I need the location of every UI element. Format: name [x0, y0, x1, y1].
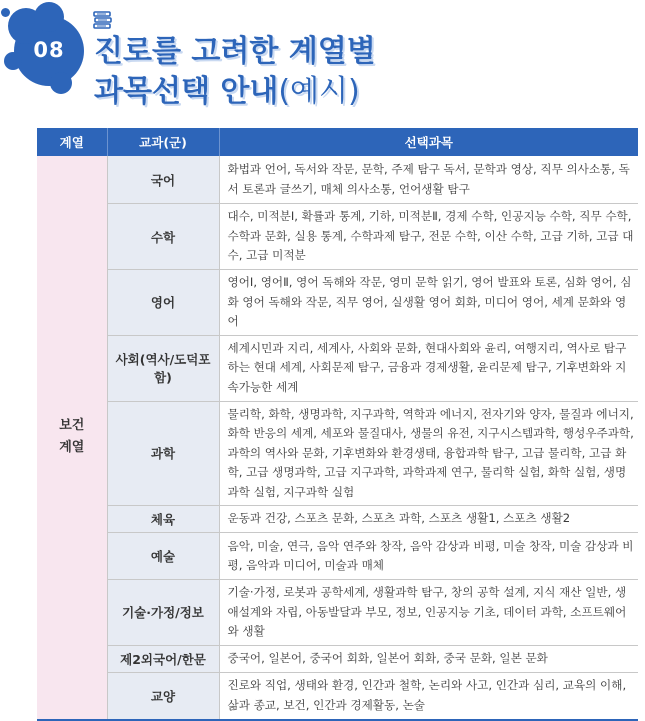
courses-cell: 영어Ⅰ, 영어Ⅱ, 영어 독해와 작문, 영미 문학 읽기, 영어 발표와 토론, 심화 영어, 심화 영어 독해와 작문, 직무 영어, 실생활 영어 회화, 미디어 영어, 세계 문화와 영어 [219, 270, 638, 336]
subject-cell: 영어 [107, 270, 219, 336]
subject-cell: 예술 [107, 533, 219, 580]
table-row [37, 270, 638, 336]
courses-cell: 세계시민과 지리, 세계사, 사회와 문화, 현대사회와 윤리, 여행지리, 역사로 탐구하는 현대 세계, 사회문제 탐구, 금융과 경제생활, 윤리문제 탐구, 기후변화와 지속가능한 세계 [219, 335, 638, 401]
table-row [37, 401, 638, 506]
table-row [37, 204, 638, 270]
page-title-line1: 진로를 고려한 계열별 [94, 34, 376, 69]
field-label: 보건 계열 [59, 418, 85, 456]
column-header-field: 계열 [37, 128, 107, 156]
courses-cell: 기술·가정, 로봇과 공학세계, 생활과학 탐구, 창의 공학 설계, 지식 재산 일반, 생애설계와 자립, 아동발달과 부모, 정보, 인공지능 기초, 데이터 과학, 소프트웨어와 생활 [219, 580, 638, 646]
field-cell [37, 156, 107, 720]
courses-cell: 대수, 미적분Ⅰ, 확률과 통계, 기하, 미적분Ⅱ, 경제 수학, 인공지능 수학, 직무 수학, 수학과 문화, 실용 통계, 수학과제 탐구, 전문 수학, 이산 수학, 고급 기하, 고급 대수, 고급 미적분 [219, 204, 638, 270]
subject-cell: 과학 [107, 401, 219, 506]
table-row [37, 506, 638, 533]
book-stack-icon [92, 10, 114, 30]
courses-cell: 음악, 미술, 연극, 음악 연주와 창작, 음악 감상과 비평, 미술 창작, 미술 감상과 비평, 음악과 미디어, 미술과 매체 [219, 533, 638, 580]
column-header-subject: 교과(군) [107, 128, 219, 156]
subject-cell: 수학 [107, 204, 219, 270]
page-title-line2 [94, 74, 360, 110]
course-selection-table [37, 128, 638, 721]
subject-cell: 체육 [107, 506, 219, 533]
table-row [37, 335, 638, 401]
table-header-row [37, 128, 638, 156]
table-row [37, 645, 638, 672]
table-row [37, 580, 638, 646]
courses-cell: 중국어, 일본어, 중국어 회화, 일본어 회화, 중국 문화, 일본 문화 [219, 645, 638, 672]
courses-cell: 화법과 언어, 독서와 작문, 문학, 주제 탐구 독서, 문학과 영상, 직무 의사소통, 독서 토론과 글쓰기, 매체 의사소통, 언어생활 탐구 [219, 156, 638, 204]
table-row [37, 672, 638, 720]
courses-cell: 물리학, 화학, 생명과학, 지구과학, 역학과 에너지, 전자기와 양자, 물질과 에너지, 화학 반응의 세계, 세포와 물질대사, 생물의 유전, 지구시스템과학, 행성우주과학, 과학의 역사와 문화, 기후변화와 환경생태, 융합과학 탐구, 고급 물리학, 고급 화학, 고급 생명과학, 고급 지구과학, 과학과제 연구, 물리학 실험, 화학 실험, 생명과학 실험, 지구과학 실험 [219, 401, 638, 506]
page-title-note: (예시) [278, 74, 360, 109]
page-title-main: 과목선택 안내 [94, 74, 279, 109]
courses-cell: 진로와 직업, 생태와 환경, 인간과 철학, 논리와 사고, 인간과 심리, 교육의 이해, 삶과 종교, 보건, 인간과 경제활동, 논술 [219, 672, 638, 720]
courses-cell: 운동과 건강, 스포츠 문화, 스포츠 과학, 스포츠 생활1, 스포츠 생활2 [219, 506, 638, 533]
table-row [37, 156, 638, 204]
subject-cell: 제2외국어/한문 [107, 645, 219, 672]
section-number: 08 [33, 38, 65, 62]
subject-cell: 교양 [107, 672, 219, 720]
subject-cell: 사회(역사/도덕포함) [107, 335, 219, 401]
subject-cell: 국어 [107, 156, 219, 204]
column-header-courses: 선택과목 [219, 128, 638, 156]
table-row [37, 533, 638, 580]
subject-cell: 기술·가정/정보 [107, 580, 219, 646]
page-header [0, 0, 645, 118]
